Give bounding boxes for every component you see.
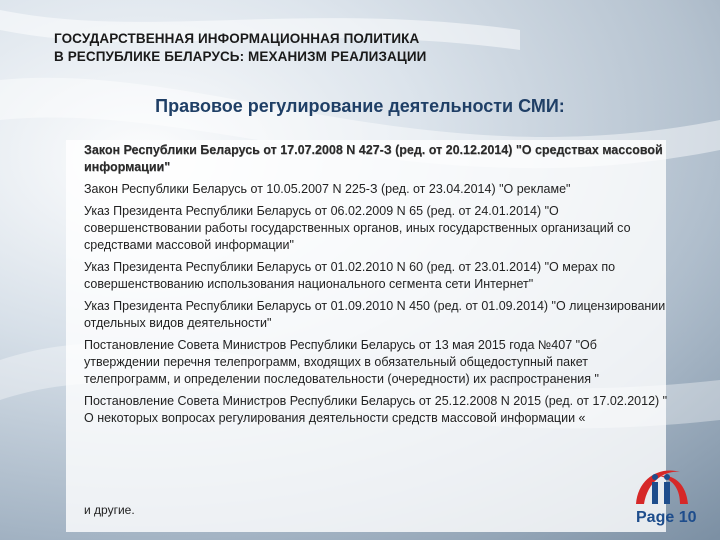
list-item-decree-450: Указ Президента Республики Беларусь от 01.09.2010 N 450 (ред. от 01.09.2014) "О лицензировании отдельных видов деятельности" bbox=[84, 299, 666, 330]
title-line-1: ГОСУДАРСТВЕННАЯ ИНФОРМАЦИОННАЯ ПОЛИТИКА bbox=[54, 31, 420, 46]
list-item-resolution-407: Постановление Совета Министров Республики Беларусь от 13 мая 2015 года №407 "Об утверждении перечня телепрограмм, входящих в обязательный общедоступный пакет телепрограмм, и определении последовательности (очередности) их распространения " bbox=[84, 338, 599, 386]
page-number: Page 10 bbox=[636, 509, 697, 526]
legal-acts-list bbox=[84, 142, 670, 432]
ministry-logo-icon bbox=[630, 464, 694, 508]
section-subtitle: Правовое регулирование деятельности СМИ: bbox=[155, 96, 565, 116]
title-line-2: В РЕСПУБЛИКЕ БЕЛАРУСЬ: МЕХАНИЗМ РЕАЛИЗАЦИИ bbox=[54, 49, 427, 64]
others-note: и другие. bbox=[84, 503, 135, 517]
list-item-resolution-2015: Постановление Совета Министров Республики Беларусь от 25.12.2008 N 2015 (ред. от 17.02.2012) " О некоторых вопросах регулирования деятельности средств массовой информации « bbox=[84, 394, 668, 425]
page-title bbox=[54, 30, 514, 66]
list-item-law-advertising: Закон Республики Беларусь от 10.05.2007 N 225-З (ред. от 23.04.2014) "О рекламе" bbox=[84, 182, 571, 196]
list-item-decree-60: Указ Президента Республики Беларусь от 01.02.2010 N 60 (ред. от 23.01.2014) "О мерах по совершенствованию использования национального сегмента сети Интернет" bbox=[84, 260, 616, 291]
list-item-law-media: Закон Республики Беларусь от 17.07.2008 N 427-З (ред. от 20.12.2014) "О средствах массовой информации" bbox=[84, 143, 663, 174]
list-item-decree-65: Указ Президента Республики Беларусь от 06.02.2009 N 65 (ред. от 24.01.2014) "О совершенствовании работы государственных органов, иных государственных организаций со средствами массовой информации" bbox=[84, 204, 631, 252]
